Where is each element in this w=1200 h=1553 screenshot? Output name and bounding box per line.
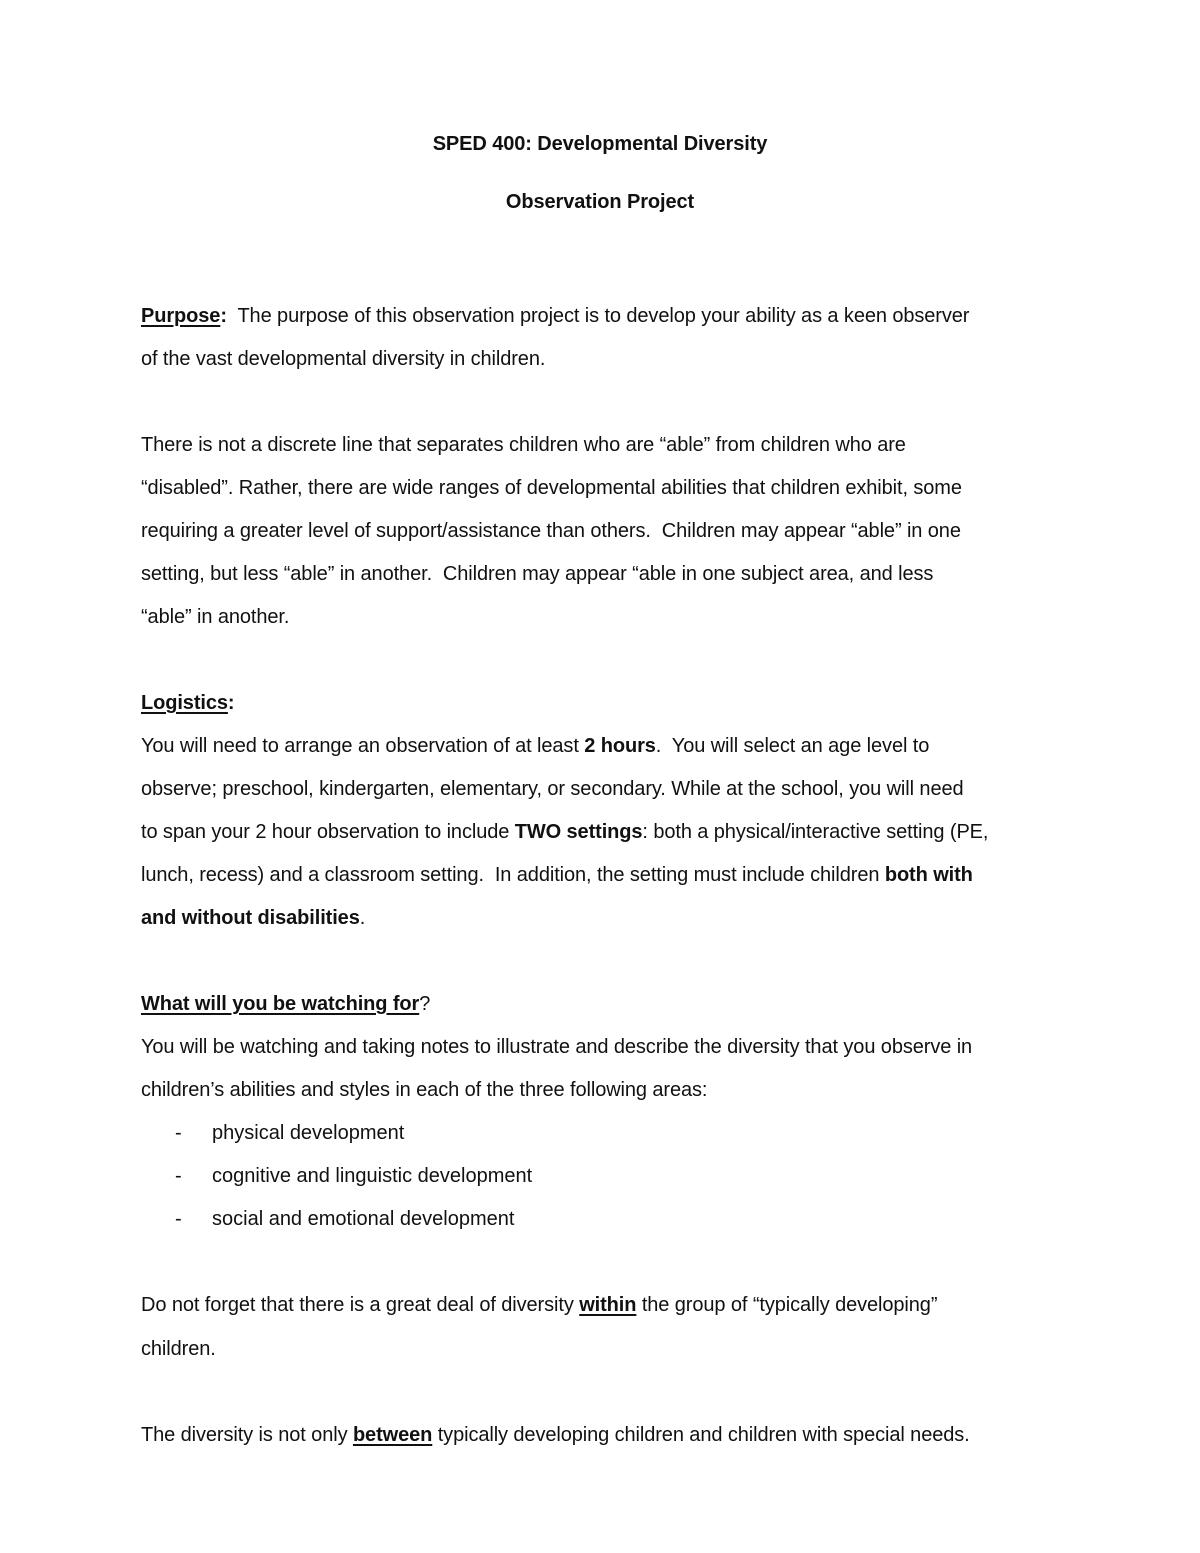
list-item: cognitive and linguistic development — [212, 1165, 533, 1187]
logistics-line-1: You will need to arrange an observation of at least 2 hours. You will select an age level to — [141, 735, 930, 757]
list-item: physical development — [212, 1122, 405, 1144]
within-line-1: Do not forget that there is a great deal of diversity within the group of “typically developing” — [141, 1294, 938, 1316]
logistics-heading: Logistics — [141, 692, 228, 714]
para2-line-4: setting, but less “able” in another. Children may appear “able in one subject area, and less — [141, 563, 934, 585]
document-subtitle: Observation Project — [505, 191, 695, 213]
between-emphasis: between — [352, 1424, 433, 1446]
bullet-marker: - — [175, 1122, 182, 1144]
para2-line-2: “disabled”. Rather, there are wide ranges of developmental abilities that children exhibit, some — [141, 477, 962, 499]
logistics-line-2: observe; preschool, kindergarten, elementary, or secondary. While at the school, you will need — [141, 778, 964, 800]
purpose-heading: Purpose — [141, 305, 221, 327]
between-line: The diversity is not only between typically developing children and children with special needs. — [141, 1424, 970, 1446]
watching-line-2: children’s abilities and styles in each of the three following areas: — [141, 1079, 708, 1101]
watching-line-1: You will be watching and taking notes to illustrate and describe the diversity that you observe in — [141, 1036, 973, 1058]
bullet-marker: - — [175, 1165, 182, 1187]
logistics-line-3: to span your 2 hour observation to include TWO settings: both a physical/interactive setting (PE, — [141, 821, 989, 843]
watching-heading-line: What will you be watching for? — [141, 993, 431, 1015]
logistics-heading-line: Logistics: — [141, 692, 235, 714]
para2-line-5: “able” in another. — [141, 606, 290, 628]
list-item: social and emotional development — [212, 1208, 515, 1230]
purpose-line-1: Purpose: The purpose of this observation project is to develop your ability as a keen observer — [141, 305, 970, 327]
logistics-line-4: lunch, recess) and a classroom setting. In addition, the setting must include children both with — [141, 864, 973, 886]
purpose-line-2: of the vast developmental diversity in children. — [141, 348, 546, 370]
within-emphasis: within — [579, 1294, 637, 1316]
para2-line-3: requiring a greater level of support/assistance than others. Children may appear “able” in one — [141, 520, 961, 542]
watching-heading: What will you be watching for — [141, 993, 420, 1015]
bullet-marker: - — [175, 1208, 182, 1230]
logistics-line-5: and without disabilities. — [141, 907, 366, 929]
document-title: SPED 400: Developmental Diversity — [432, 133, 768, 155]
within-line-2: children. — [141, 1338, 216, 1360]
para2-line-1: There is not a discrete line that separates children who are “able” from children who are — [141, 434, 906, 456]
